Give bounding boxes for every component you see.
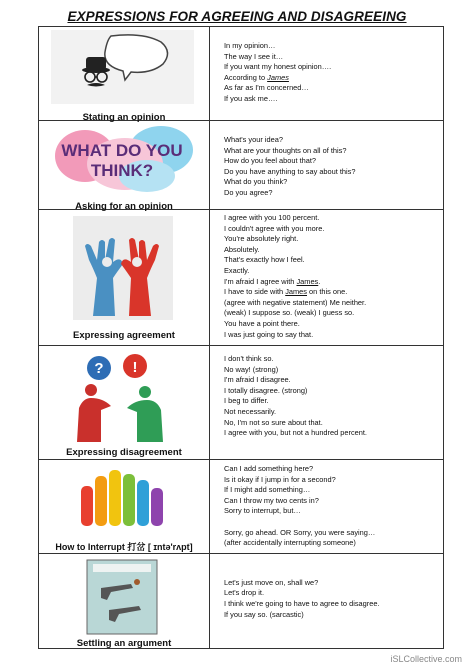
footer-watermark: iSLCollective.com — [390, 654, 462, 664]
expression-line: I'm afraid I disagree. — [224, 375, 291, 385]
name-james: James — [285, 287, 307, 297]
what-do-you-think-icon — [51, 124, 194, 194]
expression-line: Can I add something here? — [224, 464, 314, 473]
table-row — [39, 27, 444, 121]
expression-line: I don't think so. — [224, 354, 274, 363]
expression-line: I think we're going to have to agree to disagree. — [224, 598, 380, 608]
expression-text: According to — [224, 72, 268, 82]
expression-line: If you want my honest opinion…. — [224, 62, 332, 72]
expression-line: The way I see it… — [224, 51, 284, 61]
expression-line: Do you have anything to say about this? — [224, 166, 356, 176]
expression-line: Do you agree? — [224, 187, 273, 197]
image-cell — [39, 460, 210, 554]
expression-line: If you say so. (sarcastic) — [224, 609, 304, 619]
expression-line: Let's drop it. — [224, 588, 265, 598]
expression-line: How do you feel about that? — [224, 156, 317, 166]
duel-pistols-picture-icon — [51, 558, 194, 636]
name-james: James — [267, 72, 289, 82]
expression-line — [224, 517, 439, 528]
image-cell — [39, 27, 210, 121]
expression-line: (agree with negative statement) Me neither. — [224, 297, 367, 307]
two-people-question-exclamation-icon — [51, 354, 194, 444]
raised-colorful-hands-icon — [51, 464, 194, 536]
expression-line — [224, 73, 439, 84]
expression-line: What's your idea? — [224, 135, 283, 144]
expression-line: I totally disagree. (strong) — [224, 385, 308, 395]
expression-line — [224, 287, 439, 298]
expression-line: As far as I'm concerned… — [224, 83, 309, 93]
expression-line: Let's just move on, shall we? — [224, 577, 319, 587]
expression-text: I'm afraid I agree with — [224, 276, 297, 286]
expression-line: I agree with you 100 percent. — [224, 213, 320, 222]
expression-text: I have to side with — [224, 287, 286, 297]
page-title: EXPRESSIONS FOR AGREEING AND DISAGREEING — [67, 9, 407, 24]
svg-text:?: ? — [94, 360, 104, 377]
row-label: How to Interrupt 打岔 [ ɪntə'rʌpt] — [55, 542, 193, 552]
expression-line: Can I throw my two cents in? — [224, 495, 319, 505]
expression-line: I beg to differ. — [224, 396, 269, 406]
expressions-cell — [210, 121, 444, 210]
expression-line: I agree with you, but not a hundred percent. — [224, 428, 367, 438]
expression-line: Sorry to interrupt, but… — [224, 506, 301, 516]
expression-text: on this one. — [307, 287, 348, 297]
expressions-cell — [210, 553, 444, 648]
row-label: Stating an opinion — [82, 112, 166, 123]
row-label: Settling an argument — [76, 637, 172, 649]
expression-line: If you ask me…. — [224, 93, 278, 103]
expression-line: If I might add something… — [224, 485, 311, 495]
bowler-hat-man-icon — [51, 30, 194, 104]
row-label: Expressing disagreement — [66, 447, 182, 458]
expression-line: In my opinion… — [224, 41, 276, 50]
image-text: WHAT DO YOU — [61, 141, 183, 160]
table-row — [39, 553, 444, 648]
row-label: Asking for an opinion — [75, 201, 173, 212]
expression-line: (after accidentally interrupting someone) — [224, 538, 356, 548]
expressions-table — [38, 26, 444, 649]
expression-line: What are your thoughts on all of this? — [224, 145, 347, 155]
expression-line: Sorry, go ahead. OR Sorry, you were saying… — [224, 527, 376, 537]
expression-line: No way! (strong) — [224, 364, 279, 374]
expression-line: (weak) I suppose so. (weak) I guess so. — [224, 308, 355, 318]
image-text: THINK? — [90, 161, 154, 180]
expressions-cell — [210, 210, 444, 346]
expression-line: Not necessarily. — [224, 406, 277, 416]
image-cell — [39, 346, 210, 460]
svg-text:!: ! — [132, 359, 138, 376]
table-row — [39, 346, 444, 460]
expression-line: I couldn't agree with you more. — [224, 223, 325, 233]
expression-line: You're absolutely right. — [224, 234, 299, 244]
expressions-cell — [210, 346, 444, 460]
name-james: James — [296, 276, 319, 286]
expression-line: That's exactly how I feel. — [224, 255, 305, 265]
expression-line: No, I'm not so sure about that. — [224, 417, 323, 427]
expression-line: I was just going to say that. — [224, 329, 314, 339]
table-row — [39, 210, 444, 346]
table-row — [39, 121, 444, 210]
expression-line: You have a point there. — [224, 318, 300, 328]
expression-line: Exactly. — [224, 265, 250, 275]
table-row — [39, 460, 444, 554]
expression-line: What do you think? — [224, 177, 288, 187]
expression-line: Is it okay if I jump in for a second? — [224, 474, 336, 484]
hands-ok-sign-icon — [51, 216, 194, 321]
image-cell — [39, 553, 210, 648]
expression-line: Absolutely. — [224, 244, 260, 254]
image-cell — [39, 121, 210, 210]
row-label: Expressing agreement — [73, 330, 175, 341]
image-cell — [39, 210, 210, 346]
expression-line: I'm afraid I agree with James. — [224, 276, 321, 286]
expressions-cell — [210, 460, 444, 554]
expressions-cell — [210, 27, 444, 121]
